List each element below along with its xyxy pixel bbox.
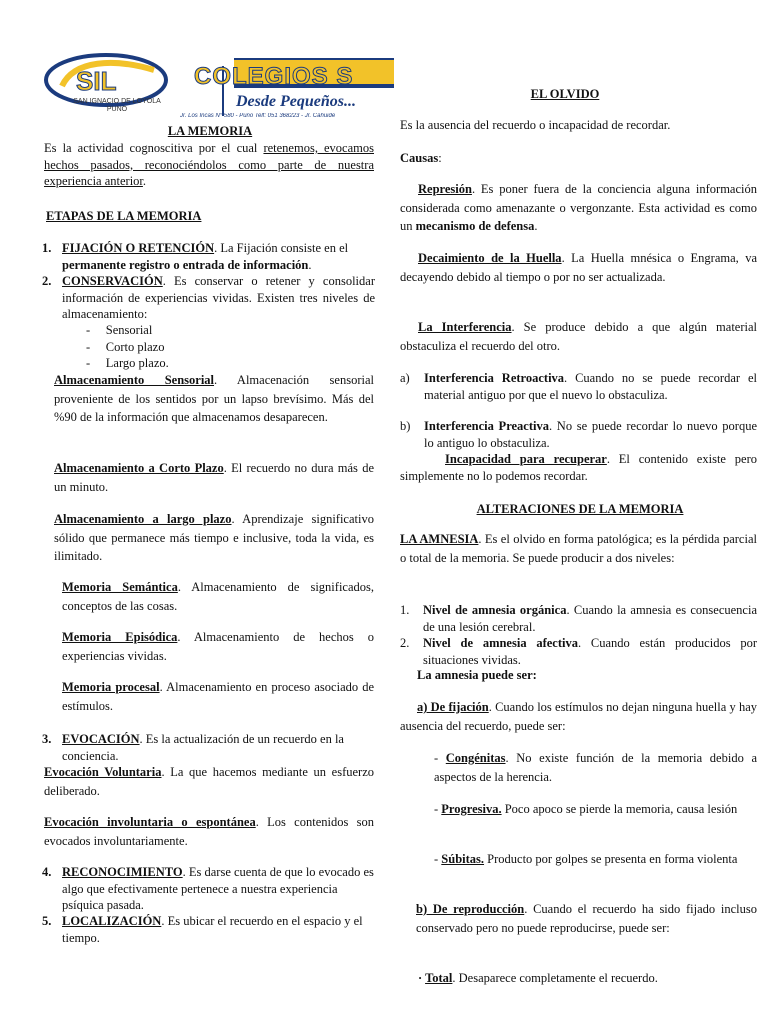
logo-school-name: SAN IGNACIO DE LOYOLA PUNO xyxy=(73,98,161,113)
school-logo-banner xyxy=(44,50,394,118)
almac-sensorial: Almacenamiento Sensorial. Almacenación sensorial proveniente de los sentidos por un lapso brevísimo. Más del %90 de la información que almacenamos desaparecen. xyxy=(54,373,374,424)
causa-decaimiento: Decaimiento de la Huella. La Huella mnésica o Engrama, va decayendo debido al tiempo o por no ser actualizada. xyxy=(400,251,757,284)
amnesia-reproduccion: b) De reproducción. Cuando el recuerdo ha sido fijado incluso conservado pero no puede reproducirse, puede ser: xyxy=(416,902,758,935)
etapas-title: ETAPAS DE LA MEMORIA xyxy=(46,209,202,223)
amnesia-puede-ser: La amnesia puede ser: xyxy=(417,668,537,682)
stage-evocacion: 3. EVOCACIÓN. Es la actualización de un recuerdo en la conciencia. xyxy=(42,732,344,763)
interferencia-retroactiva: a) Interferencia Retroactiva. Cuando no se puede recordar el material antiguo por que el nuevo lo obstaculiza. xyxy=(400,371,757,402)
causas-label: Causas: xyxy=(400,151,442,165)
nivel-afectiva: 2. Nivel de amnesia afectiva. Cuando están producidos por situaciones vividas. xyxy=(400,636,758,667)
interferencia-preactiva: b) Interferencia Preactiva. No se puede recordar lo nuevo porque lo antiguo lo obstaculiza. xyxy=(400,419,757,450)
fijacion-congenitas: - Congénitas. No existe función de la memoria debido a aspectos de la herencia. xyxy=(434,751,757,784)
incapacidad-recuperar: Incapacidad para recuperar. El contenido existe pero simplemente no lo podemos recordar. xyxy=(400,452,757,483)
memoria-intro: Es la actividad cognoscitiva por el cual retenemos, evocamos hechos pasados, reconociéndolos como parte de nuestra experiencia anterior. xyxy=(44,141,374,188)
logo-brand: COLEGIOS S xyxy=(194,63,354,90)
nivel-organica: 1. Nivel de amnesia orgánica. Cuando la amnesia es consecuencia de una lesión cerebral. xyxy=(400,603,757,634)
la-amnesia: LA AMNESIA. Es el olvido en forma patológica; es la pérdida parcial o total de la memoria. Se puede producir a dos niveles: xyxy=(400,532,757,565)
reproduccion-total: · Total. Desaparece completamente el recuerdo. xyxy=(418,971,658,985)
evocacion-involuntaria: Evocación involuntaria o espontánea. Los contenidos son evocados involuntariamente. xyxy=(44,815,374,848)
alteraciones-title: ALTERACIONES DE LA MEMORIA xyxy=(476,502,684,516)
memoria-procesal: Memoria procesal. Almacenamiento en proceso asociado de estímulos. xyxy=(62,680,374,713)
right-title: EL OLVIDO xyxy=(530,87,600,101)
stage-fijacion: 1. FIJACIÓN O RETENCIÓN. La Fijación consiste en el permanente registro o entrada de información. xyxy=(42,241,349,272)
memoria-episodica: Memoria Episódica. Almacenamiento de hechos o experiencias vividas. xyxy=(62,630,374,663)
amnesia-fijacion: a) De fijación. Cuando los estímulos no dejan ninguna huella y hay ausencia del recuerdo, puede ser: xyxy=(400,700,758,733)
svg-text:SIL: SIL xyxy=(76,66,117,96)
fijacion-progresiva: - Progresiva. Poco apoco se pierde la memoria, causa lesión xyxy=(434,802,738,816)
level-item: - Sensorial xyxy=(86,323,153,337)
level-item: - Corto plazo xyxy=(86,339,165,354)
causa-represion: Represión. Es poner fuera de la conciencia alguna información considerada como amenazante o vergonzante. Esta actividad es como un mecanismo de defensa. xyxy=(400,182,757,233)
causa-interferencia: La Interferencia. Se produce debido a que algún material obstaculiza el recuerdo del otro. xyxy=(400,320,757,353)
memoria-semantica: Memoria Semántica. Almacenamiento de significados, conceptos de las cosas. xyxy=(62,580,375,613)
stage-conservacion: 2. CONSERVACIÓN. Es conservar o retener y consolidar información de experiencias vividas. Existen tres niveles de almacenamiento: xyxy=(42,274,375,321)
logo-tagline: Desde Pequeños... xyxy=(236,93,356,110)
levels-list xyxy=(86,322,169,372)
almac-largo: Almacenamiento a largo plazo. Aprendizaje significativo sólido que permanece más tiempo e inclusive, toda la vida, es ilimitado. xyxy=(54,512,374,563)
fijacion-subitas: - Súbitas. Producto por golpes se presenta en forma violenta xyxy=(434,852,738,866)
left-title: LA MEMORIA xyxy=(167,124,253,138)
stage-reconocimiento: 4. RECONOCIMIENTO. Es darse cuenta de que lo evocado es algo que efectivamente pertenece a nuestra experiencia psíquica pasada. xyxy=(42,865,374,912)
almac-corto: Almacenamiento a Corto Plazo. El recuerdo no dura más de un minuto. xyxy=(54,461,374,494)
olvido-def: Es la ausencia del recuerdo o incapacidad de recordar. xyxy=(400,118,671,132)
evocacion-voluntaria: Evocación Voluntaria. La que hacemos mediante un esfuerzo deliberado. xyxy=(44,765,374,798)
stage-localizacion: 5. LOCALIZACIÓN. Es ubicar el recuerdo en el espacio y el tiempo. xyxy=(42,914,363,945)
logo-address: Jr. Los Incas N° 580 - Puno Telf: 051 368223 - Jr. Cahuide xyxy=(180,113,336,119)
level-item: - Largo plazo. xyxy=(86,356,169,370)
